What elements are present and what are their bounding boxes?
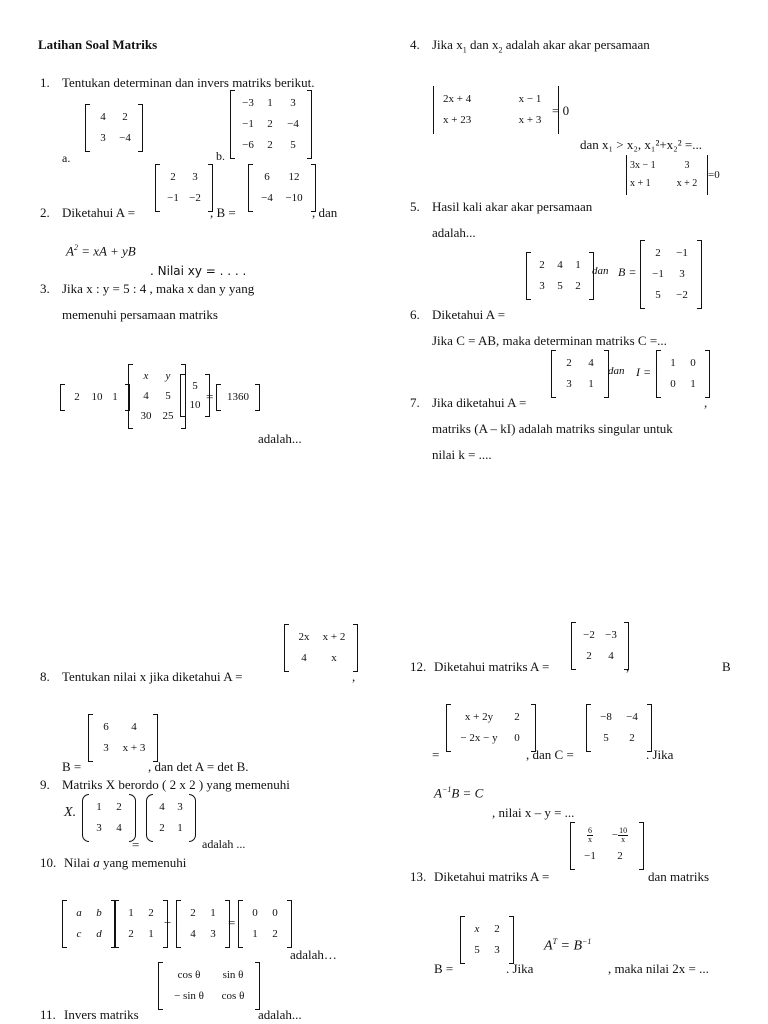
q11-text: Invers matriks: [64, 1007, 139, 1022]
q10-text: Nilai a yang memenuhi: [64, 855, 187, 870]
q2-text-c: , dan: [312, 205, 338, 220]
q12-jika: . Jika: [646, 747, 674, 762]
q9-number: 9.: [40, 777, 50, 792]
q8-matrix-b: 6 4 3 x + 3: [88, 714, 158, 762]
q5-line2: adalah...: [432, 225, 476, 240]
q5-b-label: B =: [618, 265, 637, 279]
q6-number: 6.: [410, 307, 420, 322]
q6-line2: Jika C = AB, maka determinan matriks C =...: [432, 333, 667, 348]
q4-text: Jika $x_1$ dan $x_2$ adalah akar akar persamaan: [432, 37, 650, 55]
q4-determinant-2: 3x − 1 3 x + 1 x + 2: [626, 155, 708, 195]
q4-equals-zero: = 0: [552, 103, 570, 118]
q7-i-label: I =: [636, 365, 652, 379]
q9-matrix-a: 1 2 3 4: [82, 794, 136, 842]
q2-number: 2.: [40, 205, 50, 220]
q9-end: adalah ...: [202, 837, 246, 851]
q12-c-label: , dan C =: [526, 747, 574, 762]
q4-determinant: 2x + 4 x − 1 x + 23 x + 3: [433, 86, 559, 134]
q9-matrix-b: 4 3 2 1: [146, 794, 196, 842]
q1-number: 1.: [40, 75, 50, 90]
q1-matrix-b: −3 1 3 −1 2 −4 −6 2 5: [230, 90, 312, 159]
q12-b: B: [722, 659, 731, 674]
q5-matrix-b: 2 −1 −1 3 5 −2: [640, 240, 702, 309]
q8-b-label: B =: [62, 759, 82, 774]
q5-line1: Hasil kali akar akar persamaan: [432, 199, 593, 214]
q7-line3: nilai k = ....: [432, 447, 492, 462]
q8-number: 8.: [40, 669, 50, 684]
q13-b-label: B =: [434, 961, 454, 976]
q10-minus: −: [164, 915, 172, 930]
q12-text: Diketahui matriks A =: [434, 659, 550, 674]
q13-jika: . Jika: [506, 961, 534, 976]
q10-number: 10.: [40, 855, 57, 870]
q9-x: X.: [64, 805, 77, 820]
q2-equation: $A^2$ = xA + yB: [66, 243, 136, 259]
q12-matrix-c: −8 −4 5 2: [586, 704, 652, 752]
q10-matrix-1: a b c d: [62, 900, 116, 948]
q4-number: 4.: [410, 37, 420, 52]
q10-matrix-4: 0 0 1 2: [238, 900, 292, 948]
q8-comma: ,: [352, 669, 356, 684]
q4-condition: dan x₁ > x₂, x₁²+x₂² =...: [580, 137, 702, 152]
q7-identity-matrix: 1 0 0 1: [656, 350, 710, 398]
q8-matrix-a: 2x x + 2 4 x: [284, 624, 358, 672]
q12-matrix-a: −2 −3 2 4: [571, 622, 629, 670]
q3-column-vector: 5 10: [180, 374, 210, 417]
q13-number: 13.: [410, 869, 427, 884]
q12-comma: ,: [626, 659, 630, 674]
q2-matrix-b: 6 12 −4 −10: [248, 164, 316, 212]
q10-equals: =: [228, 915, 236, 930]
q8-text: Tentukan nilai x jika diketahui A =: [62, 669, 243, 684]
q9-text: Matriks X berordo ( 2 x 2 ) yang memenuhi: [62, 777, 290, 792]
q6-text: Diketahui A =: [432, 307, 506, 322]
q8-end: , dan det A = det B.: [148, 759, 249, 774]
q1-text: Tentukan determinan dan invers matriks berikut.: [62, 75, 315, 90]
q13-matrix-a: $\frac{6}{x}$ − $\frac{10}{x}$ −1 2: [570, 822, 644, 870]
q1-label-a: a.: [62, 151, 71, 165]
q13-end: , maka nilai 2x = ...: [608, 961, 709, 976]
q2-matrix-a: 2 3 −1 −2: [155, 164, 213, 212]
q3-end: adalah...: [258, 431, 302, 446]
q13-dan: dan matriks: [648, 869, 710, 884]
q3-line2: memenuhi persamaan matriks: [62, 307, 218, 322]
q13-matrix-b: x 2 5 3: [460, 916, 514, 964]
q1-matrix-a: 4 2 3 −4: [85, 104, 143, 152]
q5-dan: dan: [592, 265, 609, 277]
q12-equation: $A^{-1}B = C$: [434, 785, 484, 801]
q12-number: 12.: [410, 659, 427, 674]
q11-matrix: cos θ sin θ − sin θ cos θ: [158, 962, 260, 1010]
q10-end: adalah…: [290, 947, 337, 962]
q11-number: 11.: [40, 1007, 56, 1022]
q10-matrix-3: 2 1 4 3: [176, 900, 230, 948]
q3-row-vector: 2 10 1: [60, 384, 130, 411]
q7-dan: dan: [608, 365, 625, 377]
q7-number: 7.: [410, 395, 420, 410]
q5-number: 5.: [410, 199, 420, 214]
q3-number: 3.: [40, 281, 50, 296]
page-title: Latihan Soal Matriks: [38, 37, 158, 52]
q7-comma: ,: [704, 395, 708, 410]
q7-text: Jika diketahui A =: [432, 395, 527, 410]
q5-matrix-a: 2 4 1 3 5 2: [526, 252, 594, 300]
q2-text-b: , B =: [210, 205, 236, 220]
q12-matrix-b: x + 2y 2 − 2x − y 0: [446, 704, 536, 752]
q9-equals: =: [132, 837, 140, 852]
q10-matrix-2: 1 2 2 1: [114, 900, 168, 948]
q2-text-a: Diketahui A =: [62, 205, 136, 220]
q3-result: 1360: [216, 384, 260, 411]
q3-line1: Jika x : y = 5 : 4 , maka x dan y yang: [62, 281, 255, 296]
q1-label-b: b.: [216, 149, 225, 163]
q7-line2: matriks (A – kI) adalah matriks singular untuk: [432, 421, 673, 436]
q12-end: , nilai x – y = ...: [492, 805, 575, 820]
q12-equals: =: [432, 747, 440, 762]
q11-end: adalah...: [258, 1007, 302, 1022]
q13-text: Diketahui matriks A =: [434, 869, 550, 884]
q2-end: . Nilai xy = . . . .: [150, 264, 247, 278]
q4-equals-zero-2: =0: [708, 169, 720, 181]
q3-equals: =: [206, 389, 214, 404]
q13-equation: $A^T = B^{-1}$: [544, 937, 592, 954]
q3-matrix: x y 4 5 30 25: [128, 364, 186, 429]
q7-matrix-a: 2 4 3 1: [551, 350, 609, 398]
